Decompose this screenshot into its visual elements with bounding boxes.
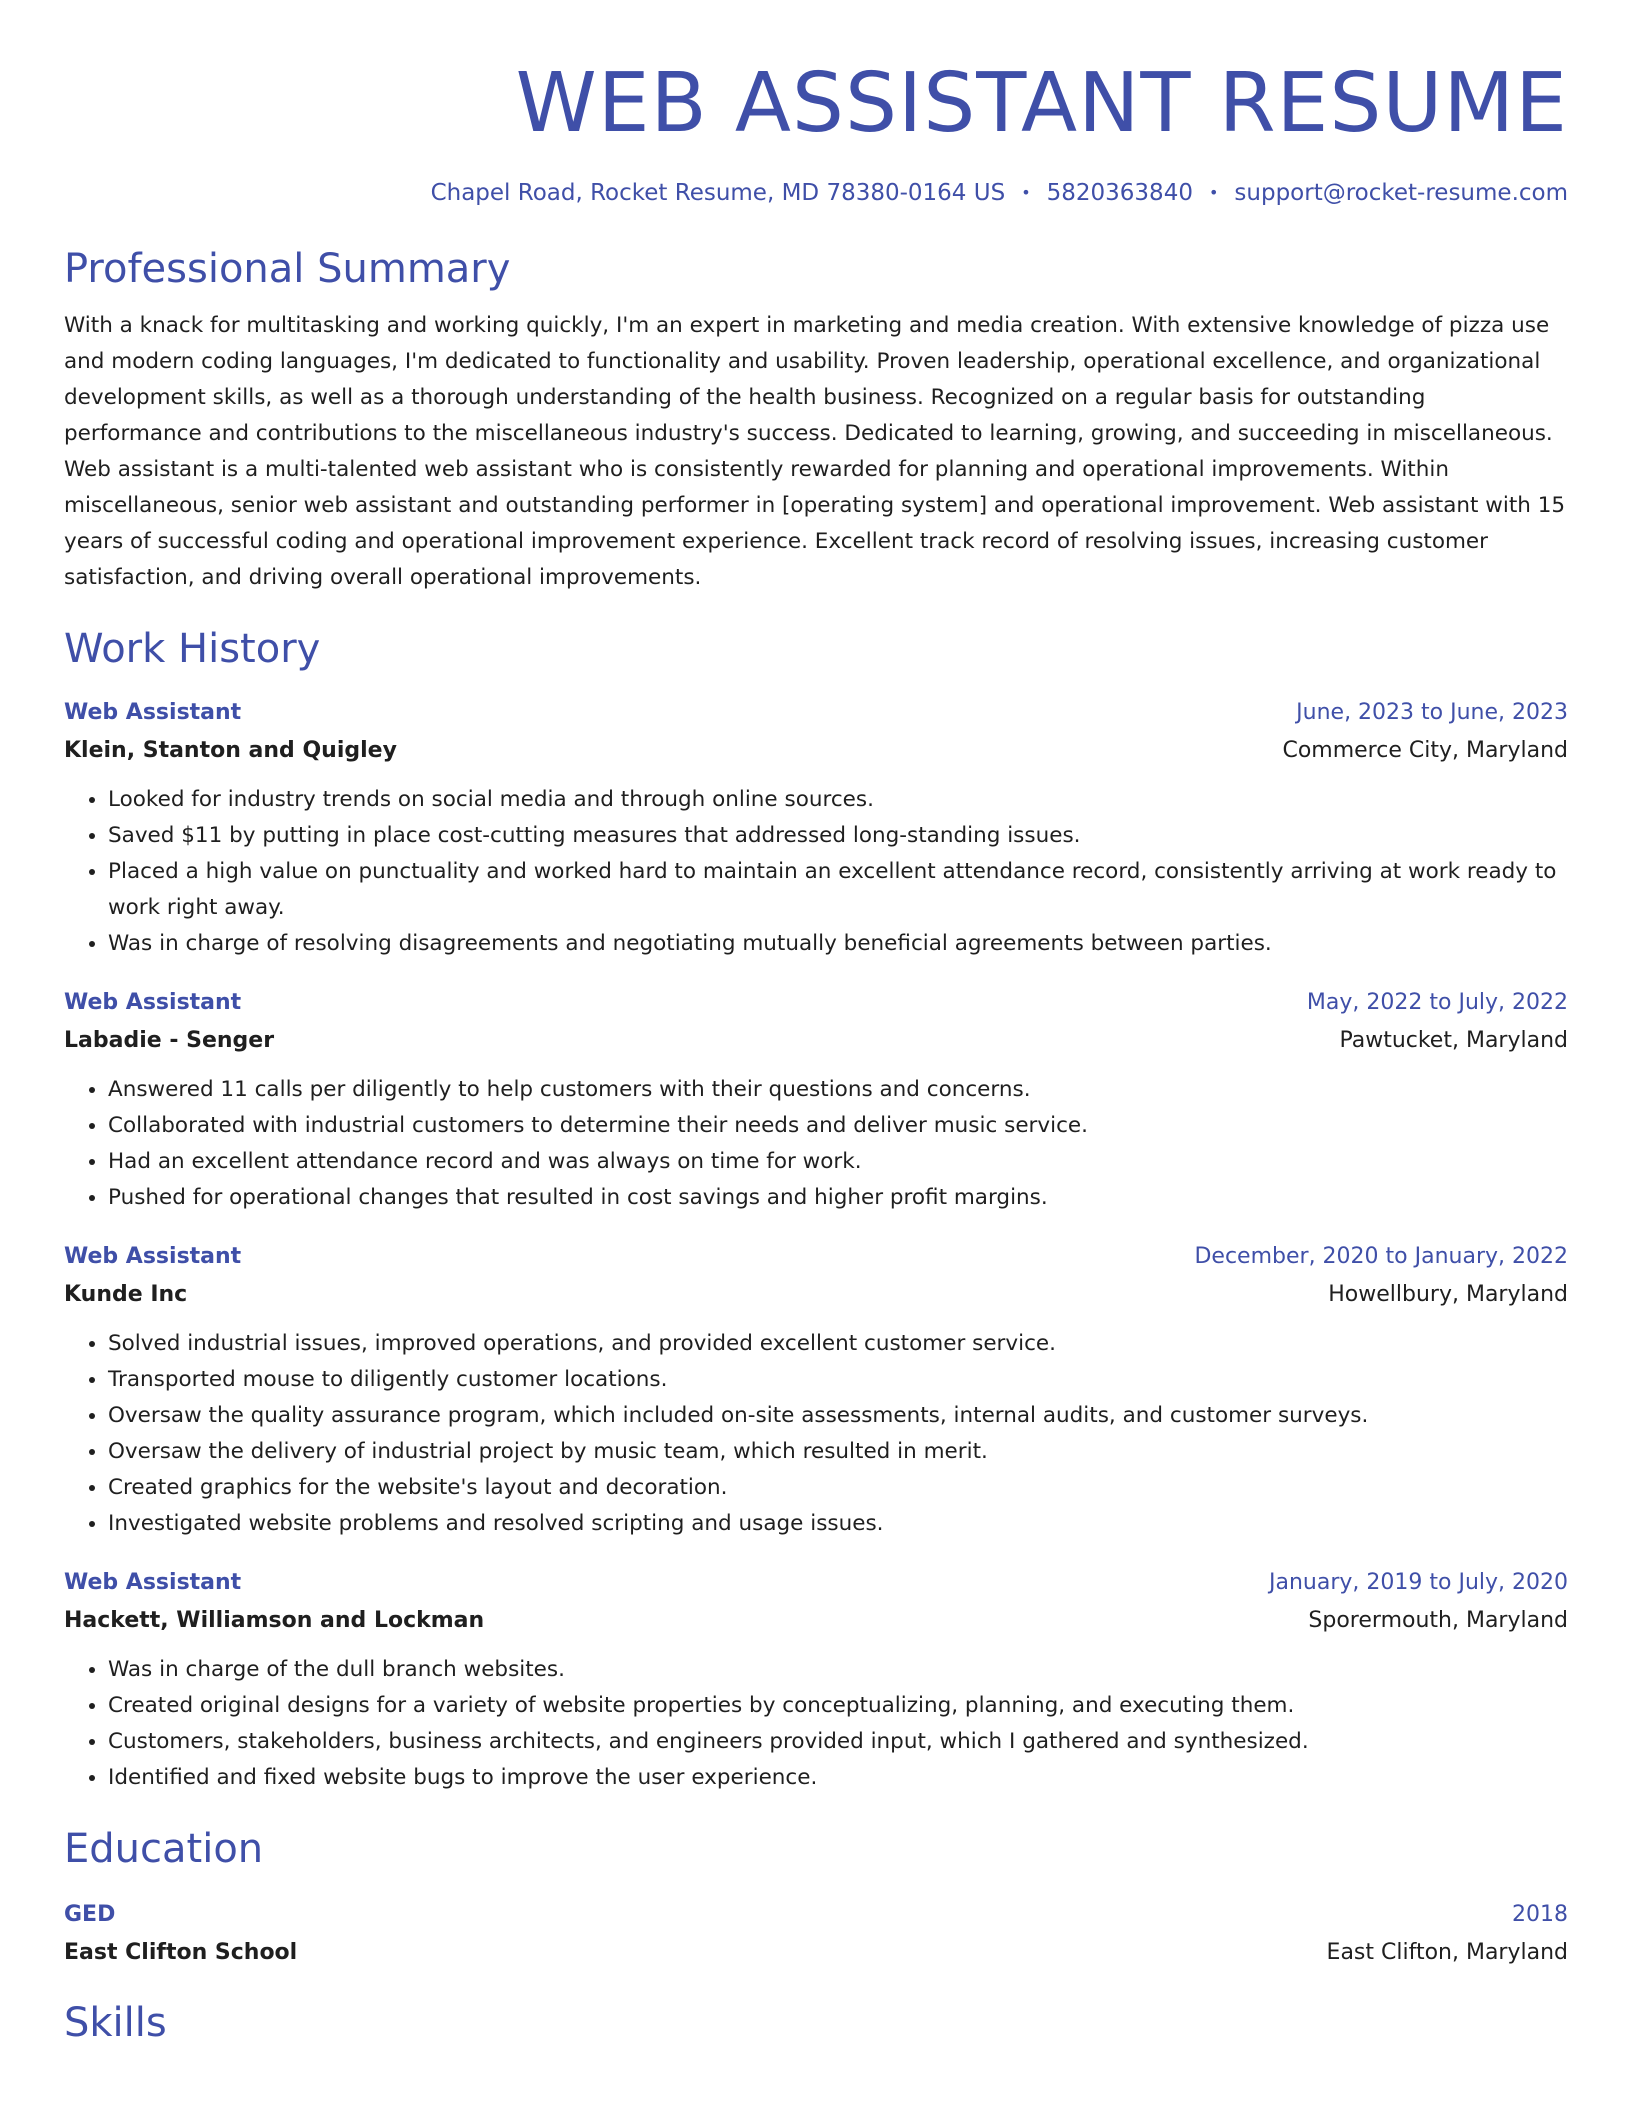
job-bullet: • Oversaw the delivery of industrial project by music team, which resulted in merit. bbox=[108, 1434, 1568, 1470]
job-entry bbox=[64, 1238, 1568, 1542]
job-location: Sporermouth, Maryland bbox=[1308, 1608, 1568, 1633]
job-title: Web Assistant bbox=[64, 990, 242, 1015]
summary-heading: Professional Summary bbox=[64, 246, 511, 292]
contact-email: support@rocket-resume.com bbox=[1234, 180, 1568, 206]
job-bullet: • Pushed for operational changes that resulted in cost savings and higher profit margins. bbox=[108, 1180, 1568, 1216]
job-company: Klein, Stanton and Quigley bbox=[64, 738, 397, 763]
job-dates: December, 2020 to January, 2022 bbox=[1194, 1244, 1568, 1269]
job-bullet: • Created graphics for the website's layout and decoration. bbox=[108, 1470, 1568, 1506]
job-bullet: • Created original designs for a variety of website properties by conceptualizing, planning, and executing them. bbox=[108, 1688, 1568, 1724]
summary-text: With a knack for multitasking and working quickly, I'm an expert in marketing and media creation. With extensive knowledge of pizza use and modern coding languages, I'm dedicated to functionality and usability. Proven leadership, operational excellence, and organizational development skills, as well as a thorough understanding of the health business. Recognized on a regular basis for outstanding performance and contributions to the miscellaneous industry's success. Dedicated to learning, growing, and succeeding in miscellaneous. Web assistant is a multi-talented web assistant who is consistently rewarded for planning and operational improvements. Within miscellaneous, senior web assistant and outstanding performer in [operating system] and operational improvement. Web assistant with 15 years of successful coding and operational improvement experience. Excellent track record of resolving issues, increasing customer satisfaction, and driving overall operational improvements. bbox=[64, 313, 1566, 590]
job-title: Web Assistant bbox=[64, 1570, 242, 1595]
job-bullet: • Was in charge of resolving disagreements and negotiating mutually beneficial agreements between parties. bbox=[108, 926, 1568, 962]
work-history-heading: Work History bbox=[64, 626, 321, 672]
job-employer-row bbox=[64, 1022, 1568, 1060]
job-dates: June, 2023 to June, 2023 bbox=[1296, 700, 1568, 725]
job-bullet: • Saved $11 by putting in place cost-cutting measures that addressed long-standing issues. bbox=[108, 818, 1568, 854]
job-company: Kunde Inc bbox=[64, 1282, 188, 1307]
job-employer-row bbox=[64, 732, 1568, 770]
job-location: Commerce City, Maryland bbox=[1282, 738, 1568, 763]
resume-title: WEB ASSISTANT RESUME bbox=[515, 56, 1568, 151]
contact-separator: • bbox=[1021, 183, 1031, 202]
job-bullet: • Looked for industry trends on social media and through online sources. bbox=[108, 782, 1568, 818]
education-school: East Clifton School bbox=[64, 1940, 298, 1965]
job-header-row bbox=[64, 694, 1568, 732]
contact-phone: 5820363840 bbox=[1046, 180, 1193, 206]
job-employer-row bbox=[64, 1602, 1568, 1640]
job-bullet: • Collaborated with industrial customers to determine their needs and deliver music service. bbox=[108, 1108, 1568, 1144]
job-location: Pawtucket, Maryland bbox=[1339, 1028, 1568, 1053]
resume-header bbox=[64, 0, 1568, 208]
contact-line bbox=[64, 178, 1568, 208]
contact-address: Chapel Road, Rocket Resume, MD 78380-0164 US bbox=[430, 180, 1006, 206]
job-bullets bbox=[64, 1072, 1568, 1216]
education-entry bbox=[64, 1896, 1568, 1972]
job-bullet: • Identified and fixed website bugs to improve the user experience. bbox=[108, 1760, 1568, 1796]
education-degree: GED bbox=[64, 1902, 116, 1927]
job-bullet: • Customers, stakeholders, business architects, and engineers provided input, which I gathered and synthesized. bbox=[108, 1724, 1568, 1760]
job-bullets bbox=[64, 1326, 1568, 1542]
education-location: East Clifton, Maryland bbox=[1326, 1940, 1568, 1965]
job-bullet: • Placed a high value on punctuality and worked hard to maintain an excellent attendance record, consistently arriving at work ready to work right away. bbox=[108, 854, 1568, 926]
job-bullet: • Investigated website problems and resolved scripting and usage issues. bbox=[108, 1506, 1568, 1542]
education-year: 2018 bbox=[1512, 1902, 1568, 1927]
job-entry bbox=[64, 694, 1568, 962]
job-bullet: • Was in charge of the dull branch websites. bbox=[108, 1652, 1568, 1688]
job-dates: May, 2022 to July, 2022 bbox=[1306, 990, 1568, 1015]
job-title: Web Assistant bbox=[64, 700, 242, 725]
job-company: Labadie - Senger bbox=[64, 1028, 275, 1053]
job-company: Hackett, Williamson and Lockman bbox=[64, 1608, 485, 1633]
job-location: Howellbury, Maryland bbox=[1328, 1282, 1568, 1307]
job-entry bbox=[64, 984, 1568, 1216]
work-history-list bbox=[64, 694, 1568, 1796]
job-employer-row bbox=[64, 1276, 1568, 1314]
job-title: Web Assistant bbox=[64, 1244, 242, 1269]
education-school-row bbox=[64, 1934, 1568, 1972]
job-bullet: • Answered 11 calls per diligently to help customers with their questions and concerns. bbox=[108, 1072, 1568, 1108]
education-header-row bbox=[64, 1896, 1568, 1934]
job-dates: January, 2019 to July, 2020 bbox=[1269, 1570, 1568, 1595]
job-bullets bbox=[64, 1652, 1568, 1796]
job-entry bbox=[64, 1564, 1568, 1796]
job-bullet: • Oversaw the quality assurance program, which included on-site assessments, internal audits, and customer surveys. bbox=[108, 1398, 1568, 1434]
job-header-row bbox=[64, 1564, 1568, 1602]
job-bullet: • Had an excellent attendance record and was always on time for work. bbox=[108, 1144, 1568, 1180]
contact-separator: • bbox=[1208, 183, 1219, 202]
job-bullet: • Solved industrial issues, improved operations, and provided excellent customer service. bbox=[108, 1326, 1568, 1362]
job-header-row bbox=[64, 1238, 1568, 1276]
job-bullets bbox=[64, 782, 1568, 962]
job-header-row bbox=[64, 984, 1568, 1022]
education-heading: Education bbox=[64, 1826, 264, 1872]
job-bullet: • Transported mouse to diligently customer locations. bbox=[108, 1362, 1568, 1398]
skills-heading: Skills bbox=[64, 2000, 167, 2046]
